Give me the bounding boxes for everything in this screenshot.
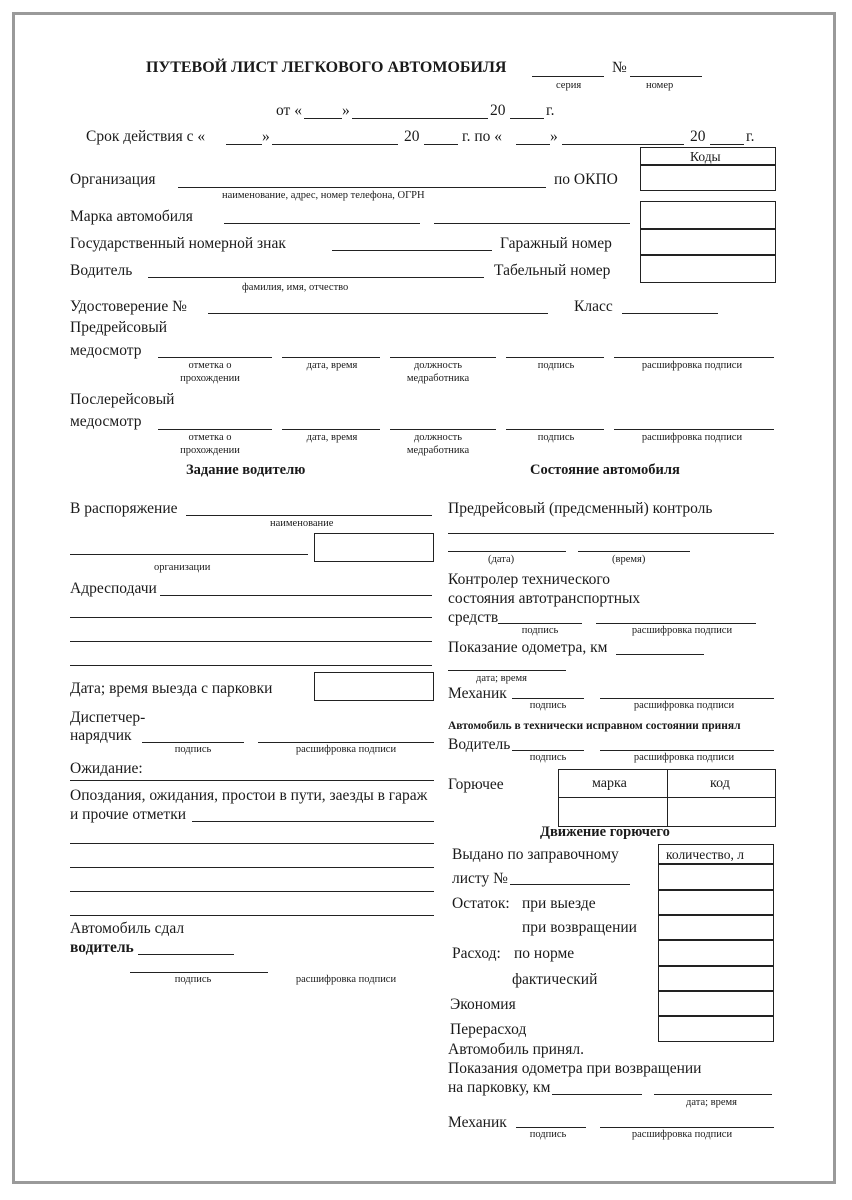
odo-return-date-field[interactable] [654, 1094, 772, 1095]
postmed-date-field[interactable] [282, 429, 380, 430]
dispatcher-sign-hint: подпись [174, 744, 212, 755]
address-field-3[interactable] [70, 641, 432, 642]
postmed-label-1: Послерейсовый [70, 391, 175, 408]
premed-hint-date: дата, время [306, 360, 358, 371]
date-from-label: от « [276, 102, 302, 119]
fuel-brand-cell[interactable] [558, 797, 668, 827]
number-sign: № [612, 59, 627, 76]
spend-norm-label: по норме [514, 945, 575, 962]
waiting-label: Ожидание: [70, 760, 143, 777]
qty-overspend-cell[interactable] [658, 1016, 774, 1042]
premed-mark-field[interactable] [158, 357, 272, 358]
odo-return-field[interactable] [552, 1094, 642, 1095]
dispatcher-sign-field[interactable] [142, 742, 244, 743]
handed-label-2: водитель [70, 939, 134, 956]
precontrol-time-hint: (время) [612, 554, 646, 565]
tab-code-box[interactable] [640, 255, 776, 283]
dispose-label: В распоряжение [70, 500, 178, 517]
controller-label-1: Контролер технического [448, 571, 611, 588]
dispatcher-decode-field[interactable] [258, 742, 434, 743]
premed-date-field[interactable] [282, 357, 380, 358]
validity-year2: 20 [690, 128, 706, 145]
date-year-field[interactable] [510, 118, 544, 119]
depart-box[interactable] [314, 672, 434, 701]
dispose-name-hint: наименование [270, 518, 334, 529]
date-close: » [342, 102, 350, 119]
controller-sign-hint: подпись [521, 625, 559, 636]
dispose-code-box[interactable] [314, 533, 434, 562]
class-field[interactable] [622, 313, 718, 314]
org-field[interactable] [178, 187, 546, 188]
validity-year-field[interactable] [424, 144, 458, 145]
mechanic-decode-field[interactable] [600, 698, 774, 699]
premed-position-field[interactable] [390, 357, 496, 358]
validity-close: » [262, 128, 270, 145]
validity-month2-field[interactable] [562, 144, 684, 145]
address-label: Адресподачи [70, 580, 157, 597]
handed-sign-field[interactable] [130, 972, 268, 973]
class-label: Класс [574, 298, 613, 315]
issued-sheet-field[interactable] [510, 884, 630, 885]
mechanic-sign-field[interactable] [512, 698, 584, 699]
qty-economy-cell[interactable] [658, 991, 774, 1016]
validity-month-field[interactable] [272, 144, 398, 145]
state-driver-sign-hint: подпись [529, 752, 567, 763]
brand-field[interactable] [224, 223, 420, 224]
date-month-field[interactable] [352, 118, 488, 119]
qty-actual-cell[interactable] [658, 966, 774, 991]
address-field-4[interactable] [70, 665, 432, 666]
postmed-decode-field[interactable] [614, 429, 774, 430]
codes-label: Коды [690, 149, 721, 164]
org-hint: наименование, адрес, номер телефона, ОГРН [222, 190, 425, 201]
mechanic2-label: Механик [448, 1114, 507, 1131]
quantity-label: количество, л [666, 847, 744, 862]
dispose-field[interactable] [186, 515, 432, 516]
premed-label-2: медосмотр [70, 342, 142, 359]
postmed-hint-mark-1: отметка о [188, 432, 232, 443]
mechanic2-sign-field[interactable] [516, 1127, 586, 1128]
plate-label: Государственный номерной знак [70, 235, 286, 252]
mechanic-sign-hint: подпись [529, 700, 567, 711]
brand-code-box[interactable] [640, 201, 776, 229]
odo-return-label-2: на парковку, км [448, 1079, 551, 1096]
accepted-ok-label: Автомобиль в технически исправном состоянии принял [448, 720, 741, 732]
address-field-2[interactable] [70, 617, 432, 618]
brand-field-2[interactable] [434, 223, 630, 224]
delays-field-1[interactable] [192, 821, 434, 822]
odometer-field[interactable] [616, 654, 704, 655]
delays-field-2[interactable] [70, 843, 434, 844]
spend-actual-label: фактический [512, 971, 598, 988]
license-field[interactable] [208, 313, 548, 314]
validity-to: г. по « [462, 128, 503, 145]
odometer-date-hint: дата; время [476, 673, 527, 684]
odo-return-label-1: Показания одометра при возвращении [448, 1060, 702, 1077]
precontrol-time-field[interactable] [578, 551, 690, 552]
fuel-code-cell[interactable] [668, 797, 776, 827]
validity-close2: » [550, 128, 558, 145]
delays-field-5[interactable] [70, 915, 434, 916]
brand-label: Марка автомобиля [70, 208, 193, 225]
postmed-mark-field[interactable] [158, 429, 272, 430]
state-driver-label: Водитель [448, 736, 511, 753]
validity-day-field[interactable] [226, 144, 262, 145]
premed-hint-mark-1: отметка о [188, 360, 232, 371]
qty-norm-cell[interactable] [658, 940, 774, 966]
org-label: Организация [70, 171, 156, 188]
mechanic2-sign-hint: подпись [529, 1129, 567, 1140]
odometer-label: Показание одометра, км [448, 639, 608, 656]
controller-sign-field[interactable] [498, 623, 582, 624]
rest-label: Остаток: [452, 895, 510, 912]
postmed-hint-date: дата, время [306, 432, 358, 443]
postmed-sign-field[interactable] [506, 429, 604, 430]
mechanic2-decode-hint: расшифровка подписи [631, 1129, 733, 1140]
fuel-movement-heading: Движение горючего [540, 824, 670, 840]
issued-label-2: листу № [452, 870, 508, 887]
fuel-label: Горючее [448, 776, 504, 793]
economy-label: Экономия [450, 996, 516, 1013]
mechanic2-decode-field[interactable] [600, 1127, 774, 1128]
premed-hint-sign: подпись [537, 360, 575, 371]
task-heading: Задание водителю [186, 462, 306, 478]
odo-return-date-hint: дата; время [686, 1097, 737, 1108]
postmed-hint-decode: расшифровка подписи [641, 432, 743, 443]
controller-label-2: состояния автотранспортных [448, 590, 641, 607]
premed-hint-mark-2: прохождении [180, 373, 240, 384]
overspend-label: Перерасход [450, 1021, 527, 1038]
premed-hint-pos-2: медработника [406, 373, 470, 384]
premed-decode-field[interactable] [614, 357, 774, 358]
qty-issued-cell[interactable] [658, 864, 774, 890]
dispose-org-field[interactable] [70, 554, 308, 555]
series-field[interactable] [532, 76, 604, 77]
number-label: номер [646, 80, 674, 91]
validity-day2-field[interactable] [516, 144, 550, 145]
validity-label: Срок действия с « [86, 128, 206, 145]
state-driver-decode-hint: расшифровка подписи [633, 752, 735, 763]
postmed-hint-pos-2: медработника [406, 445, 470, 456]
date-year-suffix: г. [546, 102, 555, 119]
premed-label-1: Предрейсовый [70, 319, 168, 336]
delays-label-1: Опоздания, ожидания, простои в пути, заезды в гараж [70, 787, 428, 804]
dispatcher-decode-hint: расшифровка подписи [295, 744, 397, 755]
postmed-hint-sign: подпись [537, 432, 575, 443]
controller-label-3: средств [448, 609, 499, 626]
rest-exit-label: при выезде [522, 895, 596, 912]
series-label: серия [556, 80, 582, 91]
qty-rest-exit-cell[interactable] [658, 890, 774, 915]
plate-field[interactable] [332, 250, 492, 251]
handed-decode-hint: расшифровка подписи [295, 974, 397, 985]
delays-field-4[interactable] [70, 891, 434, 892]
precontrol-field[interactable] [448, 533, 774, 534]
address-field-1[interactable] [160, 595, 432, 596]
state-driver-decode-field[interactable] [600, 750, 774, 751]
handed-driver-field[interactable] [138, 954, 234, 955]
waiting-field[interactable] [70, 780, 434, 781]
precontrol-label: Предрейсовый (предсменный) контроль [448, 500, 713, 517]
dispatcher-label-1: Диспетчер- [70, 709, 146, 726]
okpo-label: по ОКПО [554, 171, 618, 188]
validity-year: 20 [404, 128, 420, 145]
precontrol-date-field[interactable] [448, 551, 566, 552]
date-day-field[interactable] [304, 118, 342, 119]
rest-return-label: при возвращении [522, 919, 637, 936]
validity-year2-suffix: г. [746, 128, 755, 145]
delays-field-3[interactable] [70, 867, 434, 868]
dispatcher-label-2: нарядчик [70, 727, 132, 744]
mechanic-decode-hint: расшифровка подписи [633, 700, 735, 711]
fuel-brand-label: марка [592, 776, 627, 791]
form-title: ПУТЕВОЙ ЛИСТ ЛЕГКОВОГО АВТОМОБИЛЯ [146, 59, 507, 76]
mechanic-label: Механик [448, 685, 507, 702]
controller-decode-hint: расшифровка подписи [631, 625, 733, 636]
premed-hint-pos-1: должность [413, 360, 463, 371]
number-field[interactable] [630, 76, 702, 77]
tab-number-label: Табельный номер [494, 262, 611, 279]
premed-sign-field[interactable] [506, 357, 604, 358]
qty-rest-return-cell[interactable] [658, 915, 774, 940]
handed-label-1: Автомобиль сдал [70, 920, 185, 937]
dispose-org-hint: организации [154, 562, 211, 573]
delays-label-2: и прочие отметки [70, 806, 187, 823]
controller-decode-field[interactable] [596, 623, 756, 624]
driver-hint: фамилия, имя, отчество [242, 282, 349, 293]
garage-label: Гаражный номер [500, 235, 612, 252]
postmed-hint-pos-1: должность [413, 432, 463, 443]
validity-year2-field[interactable] [710, 144, 744, 145]
accepted-label: Автомобиль принял. [448, 1041, 584, 1058]
spend-label: Расход: [452, 945, 501, 962]
premed-hint-decode: расшифровка подписи [641, 360, 743, 371]
precontrol-date-hint: (дата) [488, 554, 515, 565]
fuel-code-label: код [710, 776, 730, 791]
date-year: 20 [490, 102, 506, 119]
odometer-date-field[interactable] [448, 670, 566, 671]
depart-label: Дата; время выезда с парковки [70, 680, 273, 697]
driver-label: Водитель [70, 262, 133, 279]
okpo-code-box[interactable] [640, 165, 776, 191]
issued-label-1: Выдано по заправочному [452, 846, 619, 863]
handed-sign-hint: подпись [174, 974, 212, 985]
state-heading: Состояние автомобиля [530, 462, 680, 478]
driver-field[interactable] [148, 277, 484, 278]
postmed-hint-mark-2: прохождении [180, 445, 240, 456]
state-driver-sign-field[interactable] [512, 750, 584, 751]
garage-code-box[interactable] [640, 229, 776, 255]
postmed-position-field[interactable] [390, 429, 496, 430]
license-label: Удостоверение № [70, 298, 187, 315]
postmed-label-2: медосмотр [70, 413, 142, 430]
